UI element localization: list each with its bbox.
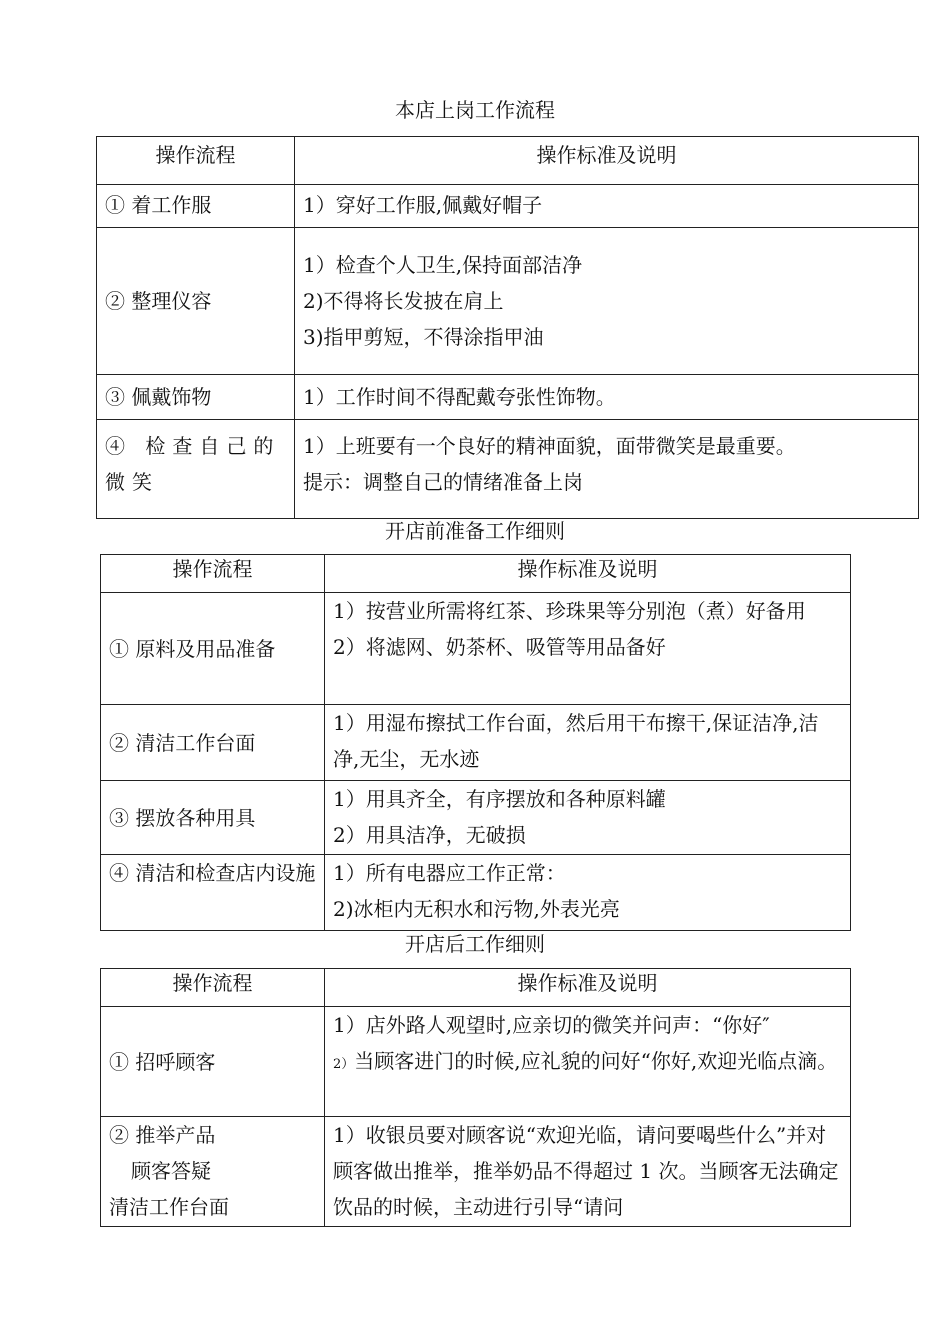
table-row [97, 375, 919, 420]
process-cell: ① 招呼顾客 [101, 1007, 325, 1117]
process-cell: ④ 清洁和检查店内设施 [101, 855, 325, 931]
header-standard: 操作标准及说明 [325, 555, 851, 593]
standard-cell: 1）按营业所需将红茶、珍珠果等分别泡（煮）好备用 2）将滤网、奶茶杯、吸管等用品备好 [325, 593, 851, 705]
table-row [97, 420, 919, 519]
process-cell: ② 清洁工作台面 [101, 705, 325, 781]
process-cell: ④ 检查自己的微笑 [97, 420, 295, 519]
table-row [101, 705, 851, 781]
header-process: 操作流程 [97, 137, 295, 185]
process-cell: ② 整理仪容 [97, 228, 295, 375]
table-row [97, 228, 919, 375]
process-cell: ① 原料及用品准备 [101, 593, 325, 705]
section-title: 本店上岗工作流程 [395, 98, 555, 122]
header-standard: 操作标准及说明 [295, 137, 919, 185]
process-cell: ② 推举产品 顾客答疑 清洁工作台面 [101, 1117, 325, 1227]
table-row [101, 1117, 851, 1227]
standard-cell: 1）用具齐全，有序摆放和各种原料罐 2）用具洁净，无破损 [325, 781, 851, 855]
standard-cell: 1）检查个人卫生,保持面部洁净 2)不得将长发披在肩上 3)指甲剪短，不得涂指甲油 [295, 228, 919, 375]
process-cell: ① 着工作服 [97, 185, 295, 228]
header-process: 操作流程 [101, 555, 325, 593]
work-flow-table [96, 136, 919, 519]
section-title: 开店前准备工作细则 [385, 519, 565, 543]
standard-cell: 1）穿好工作服,佩戴好帽子 [295, 185, 919, 228]
after-opening-table [100, 968, 851, 1227]
standard-cell: 1）上班要有一个良好的精神面貌，面带微笑是最重要。 提示：调整自己的情绪准备上岗 [295, 420, 919, 519]
table-row [97, 185, 919, 228]
preparation-table [100, 554, 851, 931]
standard-cell: 1）所有电器应工作正常： 2)冰柜内无积水和污物,外表光亮 [325, 855, 851, 931]
standard-cell: 1）店外路人观望时,应亲切的微笑并问声：“你好″ 2）当顾客进门的时候,应礼貌的问好“你好,欢迎光临点滴。 [325, 1007, 851, 1117]
standard-cell: 1）收银员要对顾客说“欢迎光临，请问要喝些什么”并对顾客做出推举，推举奶品不得超过 1 次。当顾客无法确定饮品的时候，主动进行引导“请问 [325, 1117, 851, 1227]
process-cell: ③ 佩戴饰物 [97, 375, 295, 420]
process-cell: ③ 摆放各种用具 [101, 781, 325, 855]
section-title: 开店后工作细则 [405, 932, 545, 956]
header-standard: 操作标准及说明 [325, 969, 851, 1007]
standard-cell: 1）用湿布擦拭工作台面，然后用干布擦干,保证洁净,洁净,无尘，无水迹 [325, 705, 851, 781]
header-process: 操作流程 [101, 969, 325, 1007]
table-row [101, 593, 851, 705]
table-row [101, 855, 851, 931]
table-row [101, 781, 851, 855]
standard-cell: 1）工作时间不得配戴夸张性饰物。 [295, 375, 919, 420]
table-row [101, 1007, 851, 1117]
